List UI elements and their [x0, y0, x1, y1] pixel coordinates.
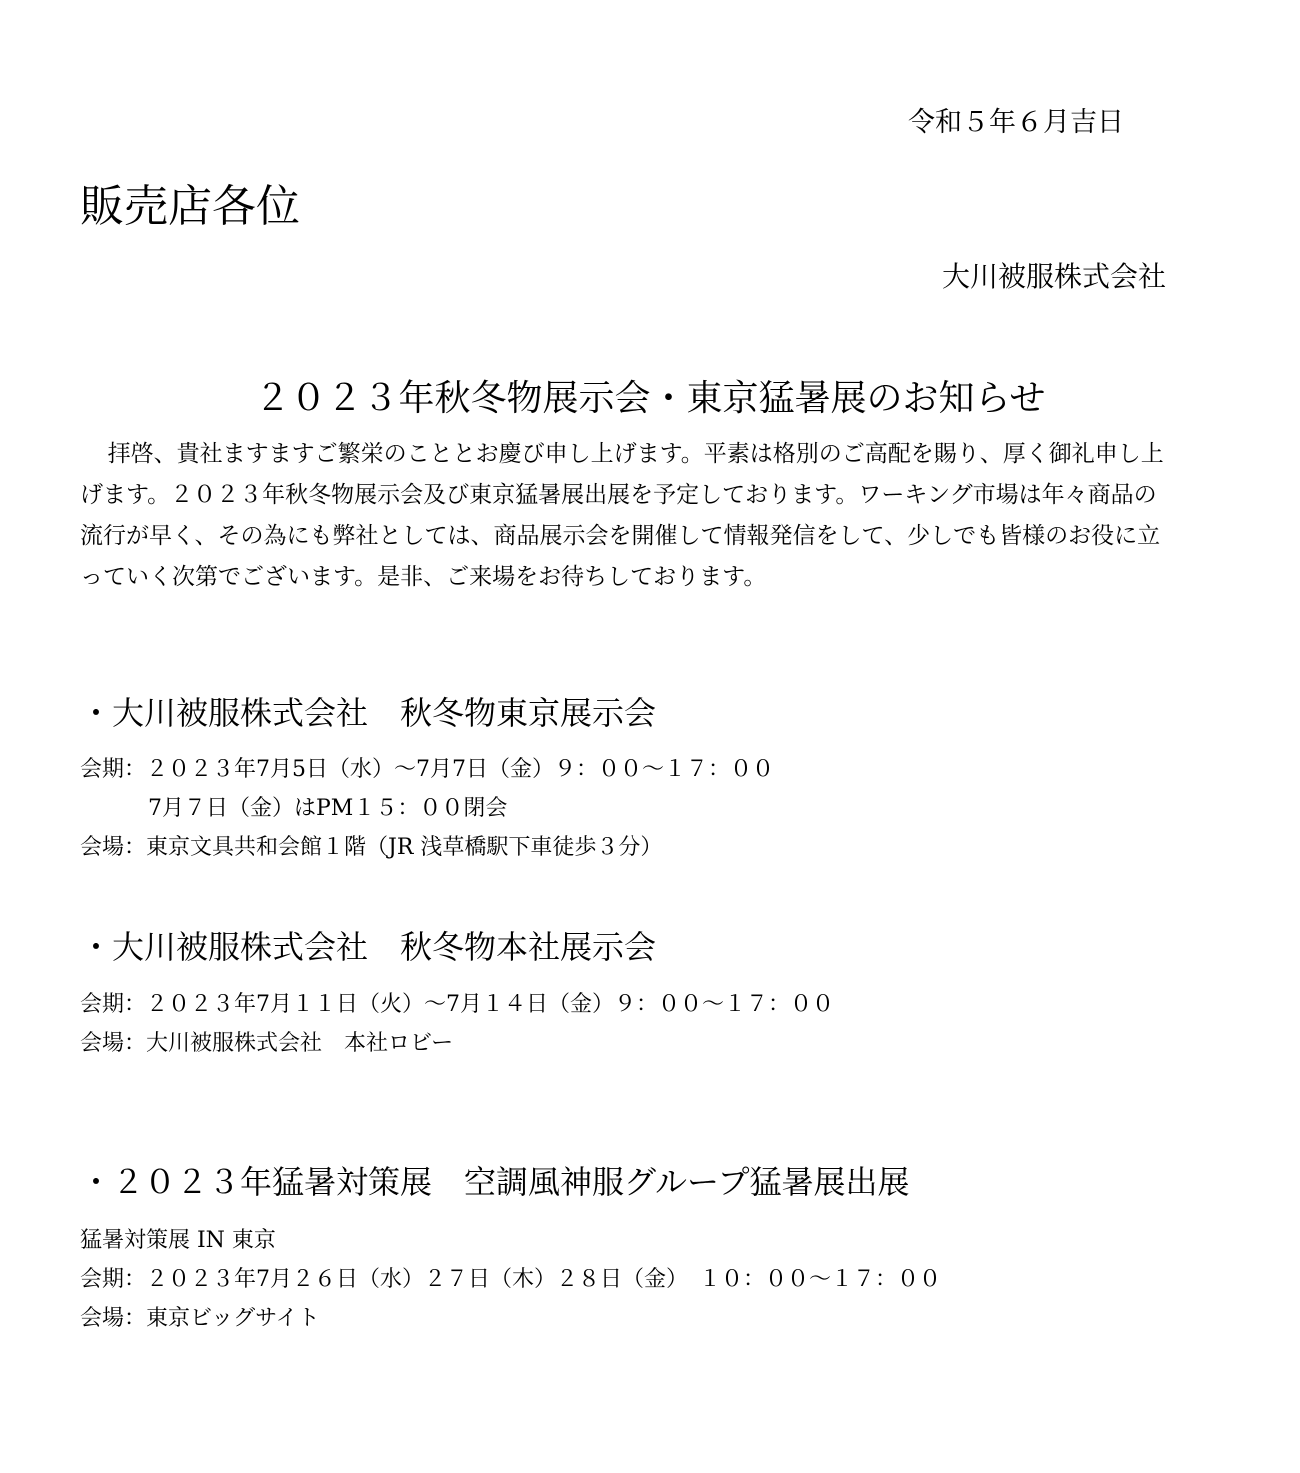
body-line: げます。２０２３年秋冬物展示会及び東京猛暑展出展を予定しております。ワーキング市場は年々商品の: [80, 482, 1157, 508]
event-3-period: 会期：２０２３年7月２６日（水）２７日（木）２８日（金） １０：００～１７：００: [80, 1267, 942, 1292]
event-1-note: 7月７日（金）はPM１５：００閉会: [148, 796, 508, 821]
notice-title: ２０２３年秋冬物展示会・東京猛暑展のお知らせ: [254, 378, 1046, 419]
event-1-period: 会期：２０２３年7月5日（水）～7月7日（金）９：００～１７：００: [80, 757, 774, 782]
event-2-heading: ・大川被服株式会社 秋冬物本社展示会: [80, 928, 657, 966]
event-3-subtitle: 猛暑対策展 IN 東京: [80, 1228, 276, 1253]
event-2-venue: 会場：大川被服株式会社 本社ロビー: [80, 1031, 454, 1056]
event-1-heading: ・大川被服株式会社 秋冬物東京展示会: [80, 694, 657, 732]
body-line: っていく次第でございます。是非、ご来場をお待ちしております。: [80, 564, 767, 590]
addressee: 販売店各位: [80, 181, 300, 232]
event-2-period: 会期：２０２３年7月１１日（火）～7月１４日（金）９：００～１７：００: [80, 992, 834, 1017]
event-3-venue: 会場：東京ビッグサイト: [80, 1306, 320, 1331]
event-3-heading: ・２０２３年猛暑対策展 空調風神服グループ猛暑展出展: [80, 1163, 910, 1201]
event-1-venue: 会場：東京文具共和会館１階（JR 浅草橋駅下車徒歩３分）: [80, 835, 663, 860]
sender-company: 大川被服株式会社: [942, 260, 1167, 293]
body-line: 拝啓、貴社ますますご繁栄のこととお慶び申し上げます。平素は格別のご高配を賜り、厚く御礼申し上: [107, 441, 1164, 467]
greeting-body: [80, 434, 1222, 598]
body-line: 流行が早く、その為にも弊社としては、商品展示会を開催して情報発信をして、少しでも皆様のお役に立: [80, 523, 1161, 549]
letter-date: 令和５年６月吉日: [908, 107, 1124, 138]
